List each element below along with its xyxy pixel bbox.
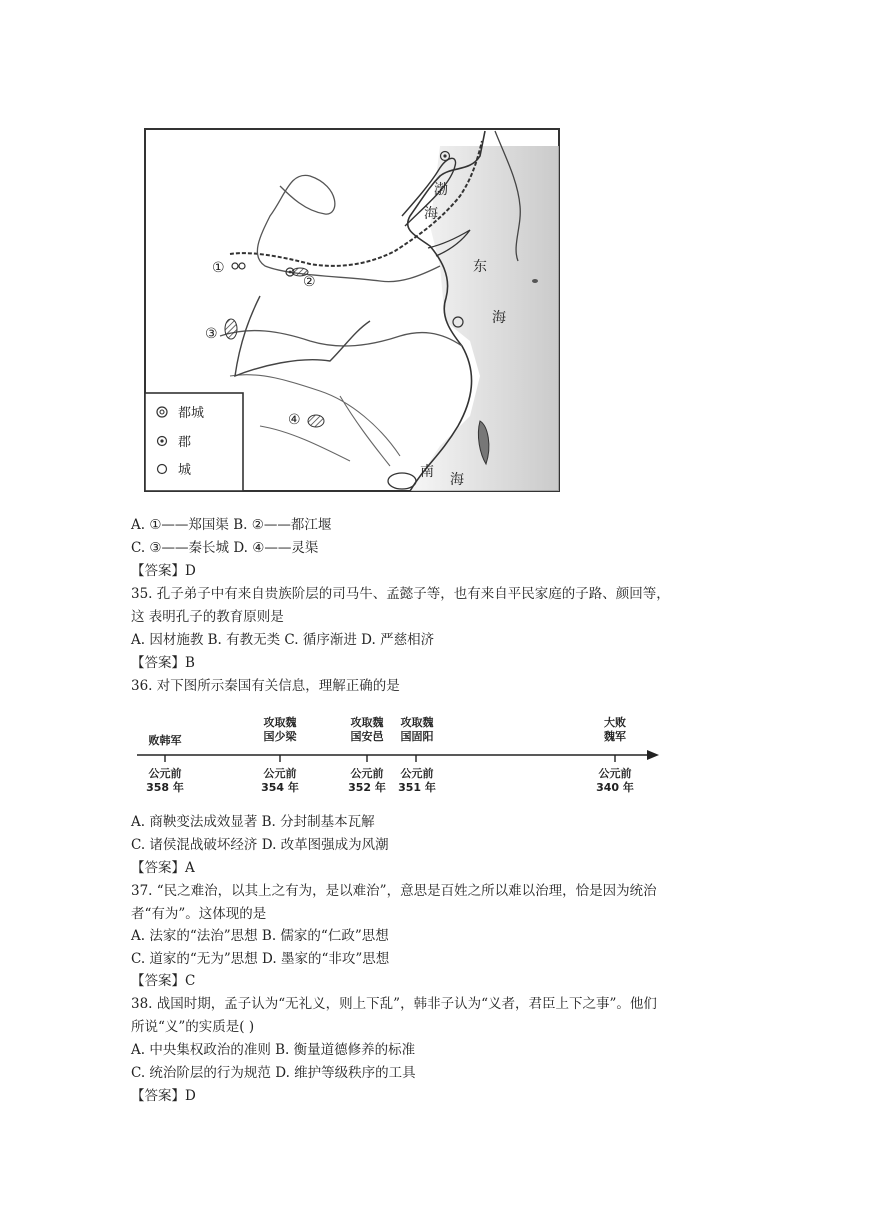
- timeline-era: 公元前: [598, 767, 632, 780]
- timeline-event-top: [387, 716, 447, 744]
- timeline-event-line: 魏军: [604, 730, 626, 743]
- timeline-year: 358 年: [146, 781, 184, 794]
- timeline-event-line: 国固阳: [400, 730, 434, 743]
- q35-stem-line1: 35. 孔子弟子中有来自贵族阶层的司马牛、孟懿子等，也有来自平民家庭的子路、颜回等，: [131, 586, 670, 602]
- q37-stem-line1: 37. “民之难治，以其上之有为，是以难治”，意思是百姓之所以难以治理，恰是因为统治: [131, 883, 657, 899]
- timeline-event-bottom: [387, 767, 447, 795]
- q38-options-line2: C. 统治阶层的行为规范 D. 维护等级秩序的工具: [131, 1065, 416, 1081]
- sea-label-hai3: 海: [450, 472, 464, 488]
- q38-stem-line2: 所说“义”的实质是( ): [131, 1019, 255, 1035]
- q35-options: A. 因材施教 B. 有教无类 C. 循序渐进 D. 严慈相济: [131, 632, 435, 648]
- q36-answer: 【答案】A: [131, 860, 195, 876]
- q37-options-line1: A. 法家的“法治”思想 B. 儒家的“仁政”思想: [131, 928, 389, 944]
- timeline-event-line: 攻取魏: [350, 716, 384, 729]
- q37-answer: 【答案】C: [131, 973, 196, 989]
- marker-3: ③: [205, 326, 218, 342]
- island: [532, 279, 538, 283]
- sea-label-hai1: 海: [424, 206, 438, 222]
- timeline-event-bottom: [250, 767, 310, 795]
- timeline-event-line: 大败: [604, 716, 626, 729]
- map-figure: [140, 126, 564, 494]
- timeline-era: 公元前: [263, 767, 297, 780]
- timeline-event-top: [250, 716, 310, 744]
- q34-options-line2: C. ③——秦长城 D. ④——灵渠: [131, 540, 319, 556]
- q37-options-line2: C. 道家的“无为”思想 D. 墨家的“非攻”思想: [131, 951, 390, 967]
- timeline-year: 352 年: [348, 781, 386, 794]
- q36-options-line1: A. 商鞅变法成效显著 B. 分封制基本瓦解: [131, 814, 375, 830]
- timeline-year: 351 年: [398, 781, 436, 794]
- timeline-era: 公元前: [350, 767, 384, 780]
- q38-options-line1: A. 中央集权政治的准则 B. 衡量道德修养的标准: [131, 1042, 416, 1058]
- q35-stem-line2: 这 表明孔子的教育原则是: [131, 609, 284, 625]
- q36-timeline: [131, 712, 671, 804]
- hatched-region-3: [225, 319, 237, 339]
- timeline-year: 354 年: [261, 781, 299, 794]
- marker-2: ②: [303, 274, 316, 290]
- sea-label-hai2: 海: [492, 310, 506, 326]
- q34-options-line1: A. ①——郑国渠 B. ②——都江堰: [131, 517, 332, 533]
- q38-answer: 【答案】D: [131, 1088, 196, 1104]
- legend-label-capital: 都城: [178, 406, 205, 421]
- map-legend: [145, 393, 243, 491]
- timeline-year: 340 年: [596, 781, 634, 794]
- marker-1: ①: [212, 260, 225, 276]
- q34-answer: 【答案】D: [131, 563, 196, 579]
- timeline-event-top: 败韩军: [148, 734, 182, 747]
- q37-stem-line2: 者“有为”。这体现的是: [131, 906, 267, 922]
- q38-stem-line1: 38. 战国时期，孟子认为“无礼义，则上下乱”，韩非子认为“义者，君臣上下之事”。他们: [131, 996, 657, 1012]
- timeline-event-line: 国少梁: [263, 730, 297, 743]
- legend-label-commandery: 郡: [178, 435, 192, 450]
- sea-label-dong: 东: [473, 259, 487, 275]
- timeline-event-bottom: [585, 767, 645, 795]
- timeline-event-line: 攻取魏: [400, 716, 434, 729]
- sea-label-nan: 南: [420, 464, 434, 480]
- q36-options-line2: C. 诸侯混战破坏经济 D. 改革图强成为风潮: [131, 837, 389, 853]
- timeline-era: 公元前: [400, 767, 434, 780]
- marker-4: ④: [288, 412, 301, 428]
- timeline-event-line: 国安邑: [350, 730, 384, 743]
- timeline-event-line: 攻取魏: [263, 716, 297, 729]
- sea-label-bo: 渤: [434, 182, 448, 198]
- timeline-event-top: [585, 716, 645, 744]
- timeline-era: 公元前: [148, 767, 182, 780]
- q35-answer: 【答案】B: [131, 655, 195, 671]
- q36-stem: 36. 对下图所示秦国有关信息，理解正确的是: [131, 678, 400, 694]
- legend-label-city: 城: [178, 463, 192, 478]
- timeline-event-bottom: [135, 767, 195, 795]
- hatched-region-4: [308, 415, 324, 427]
